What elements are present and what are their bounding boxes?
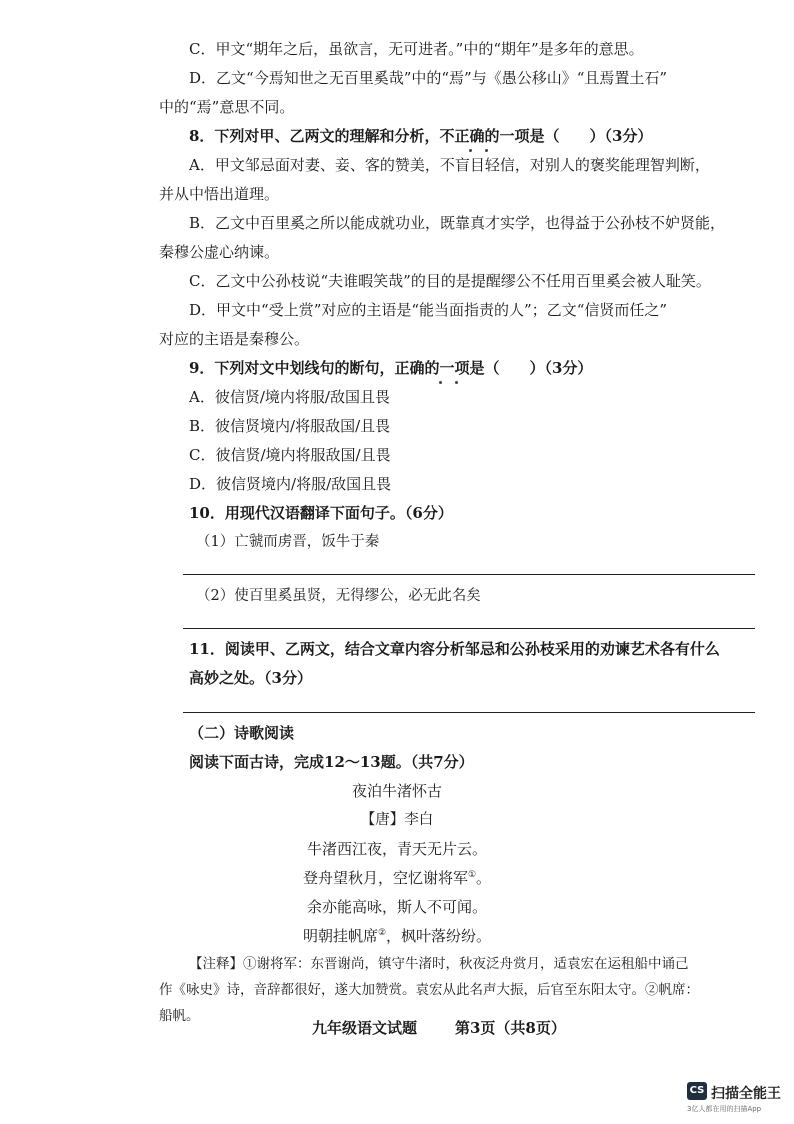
q9-stem: 9．下列对文中划线句的断句，正确的一项是（ ）（3分） bbox=[189, 359, 593, 377]
notes-line-3: 船帆。 bbox=[159, 1008, 200, 1024]
poem-line-4-end: ，枫叶落纷纷。 bbox=[386, 927, 492, 945]
q8-option-b-line1: B．乙文中百里奚之所以能成就功业，既靠真才实学，也得益于公孙枝不妒贤能， bbox=[189, 214, 726, 232]
q9-option-a: A．彼信贤/境内将服/敌国且畏 bbox=[189, 388, 390, 406]
notes-line-1: 【注释】①谢将军：东晋谢尚，镇守牛渚时，秋夜泛舟赏月，适袁宏在运租船中诵己 bbox=[189, 956, 689, 972]
scanner-app-name: 扫描全能王 bbox=[711, 1086, 781, 1102]
poem-line-4-text: 明朝挂帆席 bbox=[302, 927, 378, 945]
q8-option-c: C．乙文中公孙枝说“夫谁暇笑哉”的目的是提醒缪公不任用百里奚会被人耻笑。 bbox=[189, 272, 711, 290]
scanner-tagline: 3亿人都在用的扫描App bbox=[687, 1105, 762, 1113]
section-heading: （二）诗歌阅读 bbox=[189, 724, 295, 742]
poem-line-2-end: 。 bbox=[476, 869, 492, 887]
answer-line-3[interactable] bbox=[183, 712, 755, 713]
q8-option-a-line1: A．甲文邹忌面对妻、妾、客的赞美，不盲目轻信，对别人的褒奖能理智判断， bbox=[189, 156, 710, 174]
q10-stem: 10．用现代汉语翻译下面句子。（6分） bbox=[189, 504, 453, 522]
q8-stem: 8．下列对甲、乙两文的理解和分析，不正确的一项是（ ）（3分） bbox=[189, 127, 653, 145]
poem-title: 夜泊牛渚怀古 bbox=[351, 782, 442, 800]
footnote-marker-1: ① bbox=[467, 870, 477, 880]
poem-author: 【唐】李白 bbox=[360, 812, 434, 828]
q9-option-d: D．彼信贤境内/将服/敌国且畏 bbox=[189, 475, 392, 493]
q11-stem-line1: 11．阅读甲、乙两文，结合文章内容分析邹忌和公孙枝采用的劝谏艺术各有什么 bbox=[189, 640, 720, 658]
q10-item-1: （1）亡虢而虏晋，饭牛于秦 bbox=[196, 534, 380, 550]
scanner-logo-icon: CS bbox=[687, 1082, 707, 1100]
emphasis-dot bbox=[439, 381, 442, 384]
q7-option-d-line1: D．乙文“今焉知世之无百里奚哉”中的“焉”与《愚公移山》“且焉置土石” bbox=[189, 69, 668, 87]
poem-line-2-text: 登舟望秋月，空忆谢将军 bbox=[302, 869, 468, 887]
q9-option-c: C．彼信贤/境内将服敌国/且畏 bbox=[189, 446, 391, 464]
section-instruction: 阅读下面古诗，完成12～13题。（共7分） bbox=[189, 753, 474, 771]
answer-line-2[interactable] bbox=[183, 628, 755, 629]
emphasis-dot bbox=[455, 381, 458, 384]
footer-subject: 九年级语文试题 bbox=[312, 1019, 418, 1037]
q8-option-a-line2: 并从中悟出道理。 bbox=[159, 185, 280, 203]
poem-line-2 bbox=[0, 871, 794, 886]
q7-option-c: C．甲文“期年之后，虽欲言，无可进者。”中的“期年”是多年的意思。 bbox=[189, 40, 644, 58]
poem-line-1: 牛渚西江夜，青天无片云。 bbox=[306, 840, 487, 858]
answer-line-1[interactable] bbox=[183, 574, 755, 575]
q10-item-2: （2）使百里奚虽贤，无得缪公，必无此名矣 bbox=[196, 588, 481, 604]
poem-line-3: 余亦能高咏，斯人不可闻。 bbox=[306, 898, 487, 916]
q9-option-b: B．彼信贤境内/将服敌国/且畏 bbox=[189, 417, 391, 435]
q8-option-d-line1: D．甲文中“受上赏”对应的主语是“能当面指责的人”；乙文“信贤而任之” bbox=[189, 301, 668, 319]
q8-option-b-line2: 秦穆公虚心纳谏。 bbox=[159, 243, 280, 261]
notes-line-2: 作《咏史》诗，音辞都很好，遂大加赞赏。袁宏从此名声大振，后官至东阳太守。②帆席： bbox=[159, 982, 699, 998]
footer-page: 第3页（共8页） bbox=[455, 1019, 566, 1037]
q8-option-d-line2: 对应的主语是秦穆公。 bbox=[159, 330, 310, 348]
poem-line-4 bbox=[0, 929, 794, 944]
emphasis-dot bbox=[469, 149, 472, 152]
emphasis-dot bbox=[485, 149, 488, 152]
q11-stem-line2: 高妙之处。（3分） bbox=[189, 669, 312, 687]
footnote-marker-2: ② bbox=[377, 928, 387, 938]
q7-option-d-line2: 中的“焉”意思不同。 bbox=[159, 98, 295, 116]
